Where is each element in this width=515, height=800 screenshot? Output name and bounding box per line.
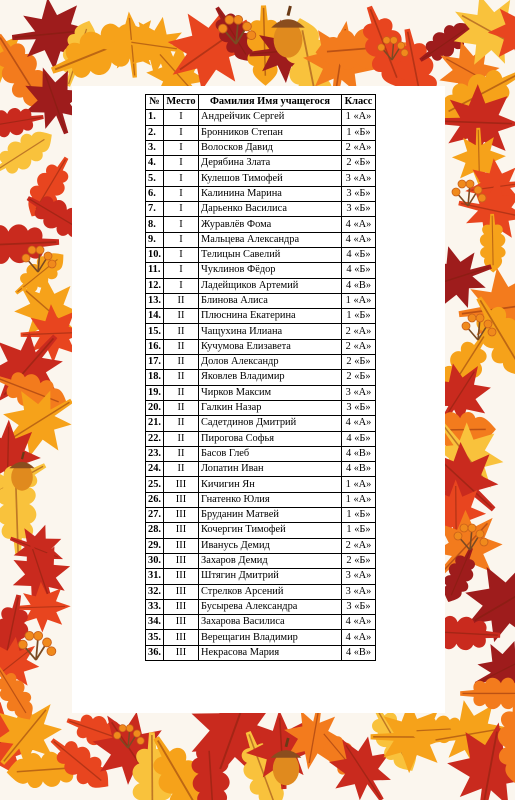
place-cell: I bbox=[164, 156, 199, 171]
table-row bbox=[146, 110, 376, 125]
class-cell: 4 «Б» bbox=[342, 247, 376, 262]
table-row bbox=[146, 278, 376, 293]
class-cell: 1 «Б» bbox=[342, 523, 376, 538]
place-cell: I bbox=[164, 110, 199, 125]
place-cell: I bbox=[164, 171, 199, 186]
table-row bbox=[146, 462, 376, 477]
place-cell: I bbox=[164, 232, 199, 247]
table-row bbox=[146, 385, 376, 400]
row-number: 1. bbox=[146, 110, 164, 125]
class-cell: 2 «А» bbox=[342, 339, 376, 354]
place-cell: III bbox=[164, 584, 199, 599]
place-cell: II bbox=[164, 446, 199, 461]
table-row bbox=[146, 156, 376, 171]
place-cell: II bbox=[164, 355, 199, 370]
student-name: Телицын Савелий bbox=[199, 247, 342, 262]
class-cell: 2 «А» bbox=[342, 140, 376, 155]
table-row bbox=[146, 492, 376, 507]
place-cell: I bbox=[164, 263, 199, 278]
table-row bbox=[146, 416, 376, 431]
class-cell: 4 «А» bbox=[342, 217, 376, 232]
table-row bbox=[146, 569, 376, 584]
place-cell: II bbox=[164, 431, 199, 446]
place-cell: III bbox=[164, 569, 199, 584]
student-name: Иванусь Демид bbox=[199, 538, 342, 553]
student-name: Волосков Давид bbox=[199, 140, 342, 155]
row-number: 15. bbox=[146, 324, 164, 339]
student-name: Кучумова Елизавета bbox=[199, 339, 342, 354]
table-row bbox=[146, 355, 376, 370]
student-name: Андрейчик Сергей bbox=[199, 110, 342, 125]
class-cell: 3 «А» bbox=[342, 584, 376, 599]
table-row bbox=[146, 324, 376, 339]
place-cell: I bbox=[164, 202, 199, 217]
row-number: 9. bbox=[146, 232, 164, 247]
student-name: Ладейщиков Артемий bbox=[199, 278, 342, 293]
class-cell: 1 «Б» bbox=[342, 309, 376, 324]
table-row bbox=[146, 309, 376, 324]
place-cell: I bbox=[164, 186, 199, 201]
row-number: 5. bbox=[146, 171, 164, 186]
student-name: Кочергин Тимофей bbox=[199, 523, 342, 538]
table-row bbox=[146, 217, 376, 232]
class-cell: 2 «Б» bbox=[342, 370, 376, 385]
place-cell: II bbox=[164, 339, 199, 354]
header-place: Место bbox=[164, 95, 199, 110]
student-name: Захаров Демид bbox=[199, 553, 342, 568]
class-cell: 3 «А» bbox=[342, 385, 376, 400]
place-cell: II bbox=[164, 370, 199, 385]
table-row bbox=[146, 630, 376, 645]
student-name: Кичигин Ян bbox=[199, 477, 342, 492]
class-cell: 4 «В» bbox=[342, 645, 376, 660]
table-row bbox=[146, 431, 376, 446]
class-cell: 2 «А» bbox=[342, 324, 376, 339]
table-row bbox=[146, 186, 376, 201]
place-cell: III bbox=[164, 508, 199, 523]
student-name: Штягин Дмитрий bbox=[199, 569, 342, 584]
table-body bbox=[146, 110, 376, 661]
oak-leaf-icon bbox=[460, 678, 515, 710]
student-name: Кулешов Тимофей bbox=[199, 171, 342, 186]
header-number: № bbox=[146, 95, 164, 110]
table-row bbox=[146, 232, 376, 247]
class-cell: 1 «Б» bbox=[342, 125, 376, 140]
table-row bbox=[146, 538, 376, 553]
row-number: 3. bbox=[146, 140, 164, 155]
table-row bbox=[146, 171, 376, 186]
place-cell: II bbox=[164, 462, 199, 477]
acorn-icon bbox=[271, 6, 305, 58]
class-cell: 4 «Б» bbox=[342, 263, 376, 278]
place-cell: I bbox=[164, 247, 199, 262]
table-row bbox=[146, 615, 376, 630]
row-number: 6. bbox=[146, 186, 164, 201]
row-number: 12. bbox=[146, 278, 164, 293]
place-cell: II bbox=[164, 309, 199, 324]
row-number: 22. bbox=[146, 431, 164, 446]
class-cell: 2 «А» bbox=[342, 538, 376, 553]
table-row bbox=[146, 140, 376, 155]
results-table bbox=[145, 94, 376, 661]
place-cell: III bbox=[164, 477, 199, 492]
class-cell: 4 «А» bbox=[342, 232, 376, 247]
table-row bbox=[146, 400, 376, 415]
row-number: 32. bbox=[146, 584, 164, 599]
class-cell: 2 «Б» bbox=[342, 355, 376, 370]
class-cell: 3 «А» bbox=[342, 171, 376, 186]
class-cell: 1 «А» bbox=[342, 477, 376, 492]
place-cell: III bbox=[164, 630, 199, 645]
place-cell: I bbox=[164, 278, 199, 293]
student-name: Басов Глеб bbox=[199, 446, 342, 461]
row-number: 28. bbox=[146, 523, 164, 538]
place-cell: II bbox=[164, 385, 199, 400]
row-number: 18. bbox=[146, 370, 164, 385]
row-number: 17. bbox=[146, 355, 164, 370]
student-name: Плюснина Екатерина bbox=[199, 309, 342, 324]
row-number: 8. bbox=[146, 217, 164, 232]
student-name: Галкин Назар bbox=[199, 400, 342, 415]
class-cell: 3 «Б» bbox=[342, 599, 376, 614]
place-cell: I bbox=[164, 140, 199, 155]
header-class: Класс bbox=[342, 95, 376, 110]
row-number: 4. bbox=[146, 156, 164, 171]
table-row bbox=[146, 553, 376, 568]
table-row bbox=[146, 370, 376, 385]
place-cell: I bbox=[164, 217, 199, 232]
student-name: Бусырева Александра bbox=[199, 599, 342, 614]
class-cell: 4 «В» bbox=[342, 446, 376, 461]
student-name: Лопатин Иван bbox=[199, 462, 342, 477]
place-cell: I bbox=[164, 125, 199, 140]
student-name: Долов Александр bbox=[199, 355, 342, 370]
student-name: Чирков Максим bbox=[199, 385, 342, 400]
class-cell: 4 «Б» bbox=[342, 431, 376, 446]
student-name: Пирогова Софья bbox=[199, 431, 342, 446]
class-cell: 3 «Б» bbox=[342, 186, 376, 201]
table-row bbox=[146, 125, 376, 140]
class-cell: 2 «Б» bbox=[342, 156, 376, 171]
table-row bbox=[146, 202, 376, 217]
row-number: 19. bbox=[146, 385, 164, 400]
class-cell: 1 «А» bbox=[342, 293, 376, 308]
place-cell: III bbox=[164, 523, 199, 538]
class-cell: 4 «А» bbox=[342, 630, 376, 645]
class-cell: 4 «В» bbox=[342, 462, 376, 477]
student-name: Верещагин Владимир bbox=[199, 630, 342, 645]
student-name: Садетдинов Дмитрий bbox=[199, 416, 342, 431]
place-cell: III bbox=[164, 492, 199, 507]
place-cell: III bbox=[164, 645, 199, 660]
student-name: Стрелков Арсений bbox=[199, 584, 342, 599]
row-number: 11. bbox=[146, 263, 164, 278]
table-row bbox=[146, 508, 376, 523]
row-number: 30. bbox=[146, 553, 164, 568]
student-name: Некрасова Мария bbox=[199, 645, 342, 660]
row-number: 16. bbox=[146, 339, 164, 354]
place-cell: II bbox=[164, 293, 199, 308]
row-number: 27. bbox=[146, 508, 164, 523]
student-name: Чащухина Илиана bbox=[199, 324, 342, 339]
class-cell: 1 «А» bbox=[342, 110, 376, 125]
place-cell: II bbox=[164, 416, 199, 431]
row-number: 2. bbox=[146, 125, 164, 140]
row-number: 25. bbox=[146, 477, 164, 492]
header-student-name: Фамилия Имя учащегося bbox=[199, 95, 342, 110]
table-row bbox=[146, 523, 376, 538]
student-name: Дарьенко Василиса bbox=[199, 202, 342, 217]
table-row bbox=[146, 645, 376, 660]
class-cell: 4 «А» bbox=[342, 615, 376, 630]
table-row bbox=[146, 293, 376, 308]
table-row bbox=[146, 247, 376, 262]
table-header-row bbox=[146, 95, 376, 110]
row-number: 29. bbox=[146, 538, 164, 553]
place-cell: II bbox=[164, 324, 199, 339]
table-row bbox=[146, 477, 376, 492]
table-row bbox=[146, 339, 376, 354]
row-number: 7. bbox=[146, 202, 164, 217]
class-cell: 1 «Б» bbox=[342, 508, 376, 523]
student-name: Бронников Степан bbox=[199, 125, 342, 140]
table-row bbox=[146, 446, 376, 461]
student-name: Блинова Алиса bbox=[199, 293, 342, 308]
class-cell: 1 «А» bbox=[342, 492, 376, 507]
table-row bbox=[146, 584, 376, 599]
row-number: 24. bbox=[146, 462, 164, 477]
student-name: Калинина Марина bbox=[199, 186, 342, 201]
row-number: 21. bbox=[146, 416, 164, 431]
row-number: 26. bbox=[146, 492, 164, 507]
row-number: 33. bbox=[146, 599, 164, 614]
table-row bbox=[146, 263, 376, 278]
place-cell: III bbox=[164, 615, 199, 630]
row-number: 20. bbox=[146, 400, 164, 415]
row-number: 13. bbox=[146, 293, 164, 308]
table-row bbox=[146, 599, 376, 614]
student-name: Дерябина Злата bbox=[199, 156, 342, 171]
student-name: Захарова Василиса bbox=[199, 615, 342, 630]
student-name: Чуклинов Фёдор bbox=[199, 263, 342, 278]
class-cell: 2 «Б» bbox=[342, 553, 376, 568]
row-number: 35. bbox=[146, 630, 164, 645]
class-cell: 3 «Б» bbox=[342, 202, 376, 217]
row-number: 14. bbox=[146, 309, 164, 324]
row-number: 10. bbox=[146, 247, 164, 262]
place-cell: III bbox=[164, 538, 199, 553]
row-number: 34. bbox=[146, 615, 164, 630]
row-number: 36. bbox=[146, 645, 164, 660]
place-cell: II bbox=[164, 400, 199, 415]
class-cell: 4 «В» bbox=[342, 278, 376, 293]
class-cell: 3 «А» bbox=[342, 569, 376, 584]
student-name: Бруданин Матвей bbox=[199, 508, 342, 523]
class-cell: 4 «А» bbox=[342, 416, 376, 431]
student-name: Гнатенко Юлия bbox=[199, 492, 342, 507]
row-number: 31. bbox=[146, 569, 164, 584]
place-cell: III bbox=[164, 553, 199, 568]
place-cell: III bbox=[164, 599, 199, 614]
student-name: Яковлев Владимир bbox=[199, 370, 342, 385]
student-name: Журавлёв Фома bbox=[199, 217, 342, 232]
row-number: 23. bbox=[146, 446, 164, 461]
class-cell: 3 «Б» bbox=[342, 400, 376, 415]
student-name: Мальцева Александра bbox=[199, 232, 342, 247]
